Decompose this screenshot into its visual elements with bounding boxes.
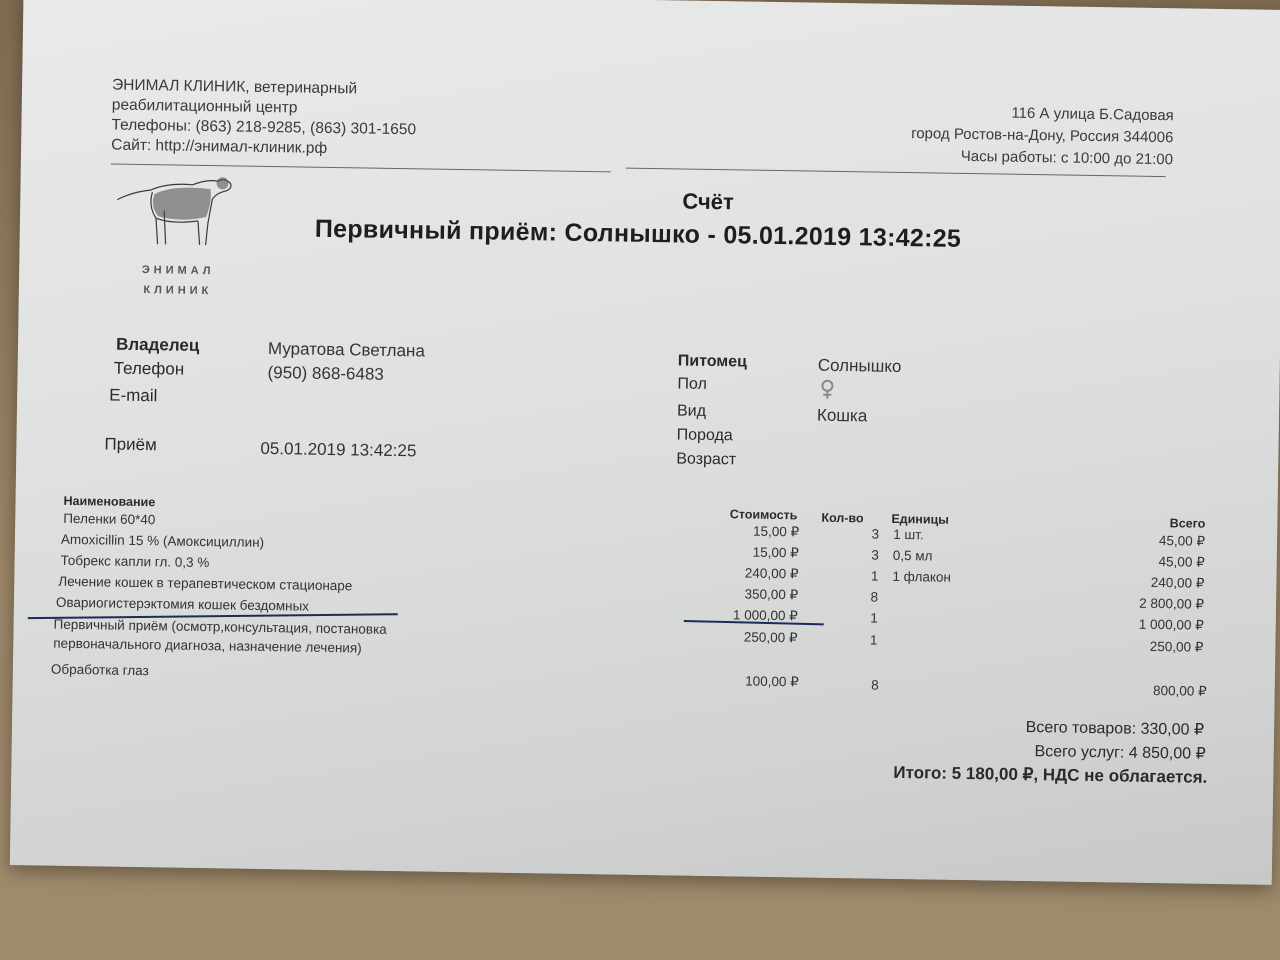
- row-total: 45,00 ₽: [1158, 554, 1205, 570]
- row-name-continued: первоначального диагноза, назначение лечения): [53, 635, 362, 656]
- row-cost: 1 000,00 ₽: [732, 607, 798, 624]
- row-qty: 3: [871, 526, 880, 542]
- row-total: 250,00 ₽: [1149, 638, 1204, 655]
- row-name: Овариогистерэктомия кошек бездомных: [55, 594, 310, 614]
- row-total: 800,00 ₽: [1152, 682, 1207, 699]
- clinic-type: реабилитационный центр: [111, 96, 298, 117]
- female-icon: [819, 379, 835, 401]
- row-cost: 100,00 ₽: [745, 673, 799, 690]
- logo-text-line2: КЛИНИК: [143, 284, 213, 298]
- total-services: Всего услуг: 4 850,00 ₽: [1034, 743, 1206, 763]
- clinic-name: ЭНИМАЛ КЛИНИК, ветеринарный: [111, 76, 358, 98]
- document-title: Счёт: [682, 188, 734, 215]
- species-label: Вид: [676, 402, 707, 420]
- row-unit: 0,5 мл: [892, 547, 933, 564]
- row-cost: 15,00 ₽: [752, 544, 799, 561]
- row-qty: 1: [869, 632, 878, 648]
- row-unit: 1 шт.: [893, 526, 924, 543]
- row-total: 1 000,00 ₽: [1138, 616, 1204, 633]
- breed-label: Порода: [676, 426, 733, 445]
- row-total: 2 800,00 ₽: [1139, 595, 1205, 612]
- invoice-sheet: [10, 0, 1280, 885]
- row-qty: 8: [871, 677, 879, 693]
- clinic-address-street: 116 А улица Б.Садовая: [1011, 104, 1174, 125]
- owner-label: Владелец: [115, 334, 200, 355]
- row-cost: 240,00 ₽: [744, 565, 799, 582]
- pet-value: Солнышко: [817, 355, 902, 376]
- row-total: 45,00 ₽: [1158, 533, 1206, 549]
- header-qty: Кол-во: [821, 510, 864, 526]
- row-qty: 1: [870, 568, 879, 584]
- header-unit: Единицы: [891, 511, 950, 527]
- logo-text-line1: ЭНИМАЛ: [141, 264, 215, 278]
- clinic-site: Сайт: http://энимал-клиник.рф: [111, 136, 328, 157]
- clinic-phones: Телефоны: (863) 218-9285, (863) 301-1650: [111, 116, 417, 139]
- pet-label: Питомец: [677, 352, 748, 371]
- visit-value: 05.01.2019 13:42:25: [260, 438, 417, 461]
- phone-value: (950) 868-6483: [267, 363, 384, 384]
- row-cost: 350,00 ₽: [744, 586, 799, 603]
- header-cost: Стоимость: [729, 507, 798, 523]
- row-qty: 8: [870, 589, 879, 605]
- row-name: Лечение кошек в терапевтическом стационаре: [58, 573, 353, 594]
- row-cost: 15,00 ₽: [752, 523, 800, 540]
- phone-label: Телефон: [113, 358, 185, 379]
- row-name: Тобрекс капли гл. 0,3 %: [60, 552, 210, 571]
- clinic-hours: Часы работы: с 10:00 до 21:00: [960, 147, 1174, 169]
- row-cost: 250,00 ₽: [743, 629, 798, 646]
- row-name: Пеленки 60*40: [63, 510, 156, 528]
- row-total: 240,00 ₽: [1150, 574, 1205, 591]
- header-divider-right: [626, 168, 1166, 177]
- total-goods: Всего товаров: 330,00 ₽: [1025, 718, 1205, 739]
- header-total: Всего: [1169, 516, 1206, 531]
- species-value: Кошка: [816, 405, 868, 426]
- visit-label: Приём: [104, 434, 157, 455]
- row-name: Обработка глаз: [50, 661, 149, 679]
- row-name: Первичный приём (осмотр,консультация, постановка: [53, 616, 387, 637]
- row-name: Amoxicillin 15 % (Амоксициллин): [60, 531, 265, 550]
- header-name: Наименование: [63, 493, 156, 510]
- sex-label: Пол: [677, 375, 707, 393]
- row-qty: 1: [870, 610, 878, 626]
- document-subtitle: Первичный приём: Солнышко - 05.01.2019 13:42:25: [314, 214, 962, 253]
- owner-value: Муратова Светлана: [267, 339, 426, 361]
- email-label: E-mail: [109, 385, 158, 406]
- clinic-address-city: город Ростов-на-Дону, Россия 344006: [911, 125, 1174, 147]
- age-label: Возраст: [676, 450, 737, 469]
- row-unit: 1 флакон: [892, 568, 952, 585]
- dog-logo-icon: [112, 170, 243, 252]
- grand-total: Итого: 5 180,00 ₽, НДС не облагается.: [893, 762, 1208, 787]
- row-qty: 3: [871, 547, 879, 563]
- pen-underline-cost: [684, 620, 824, 625]
